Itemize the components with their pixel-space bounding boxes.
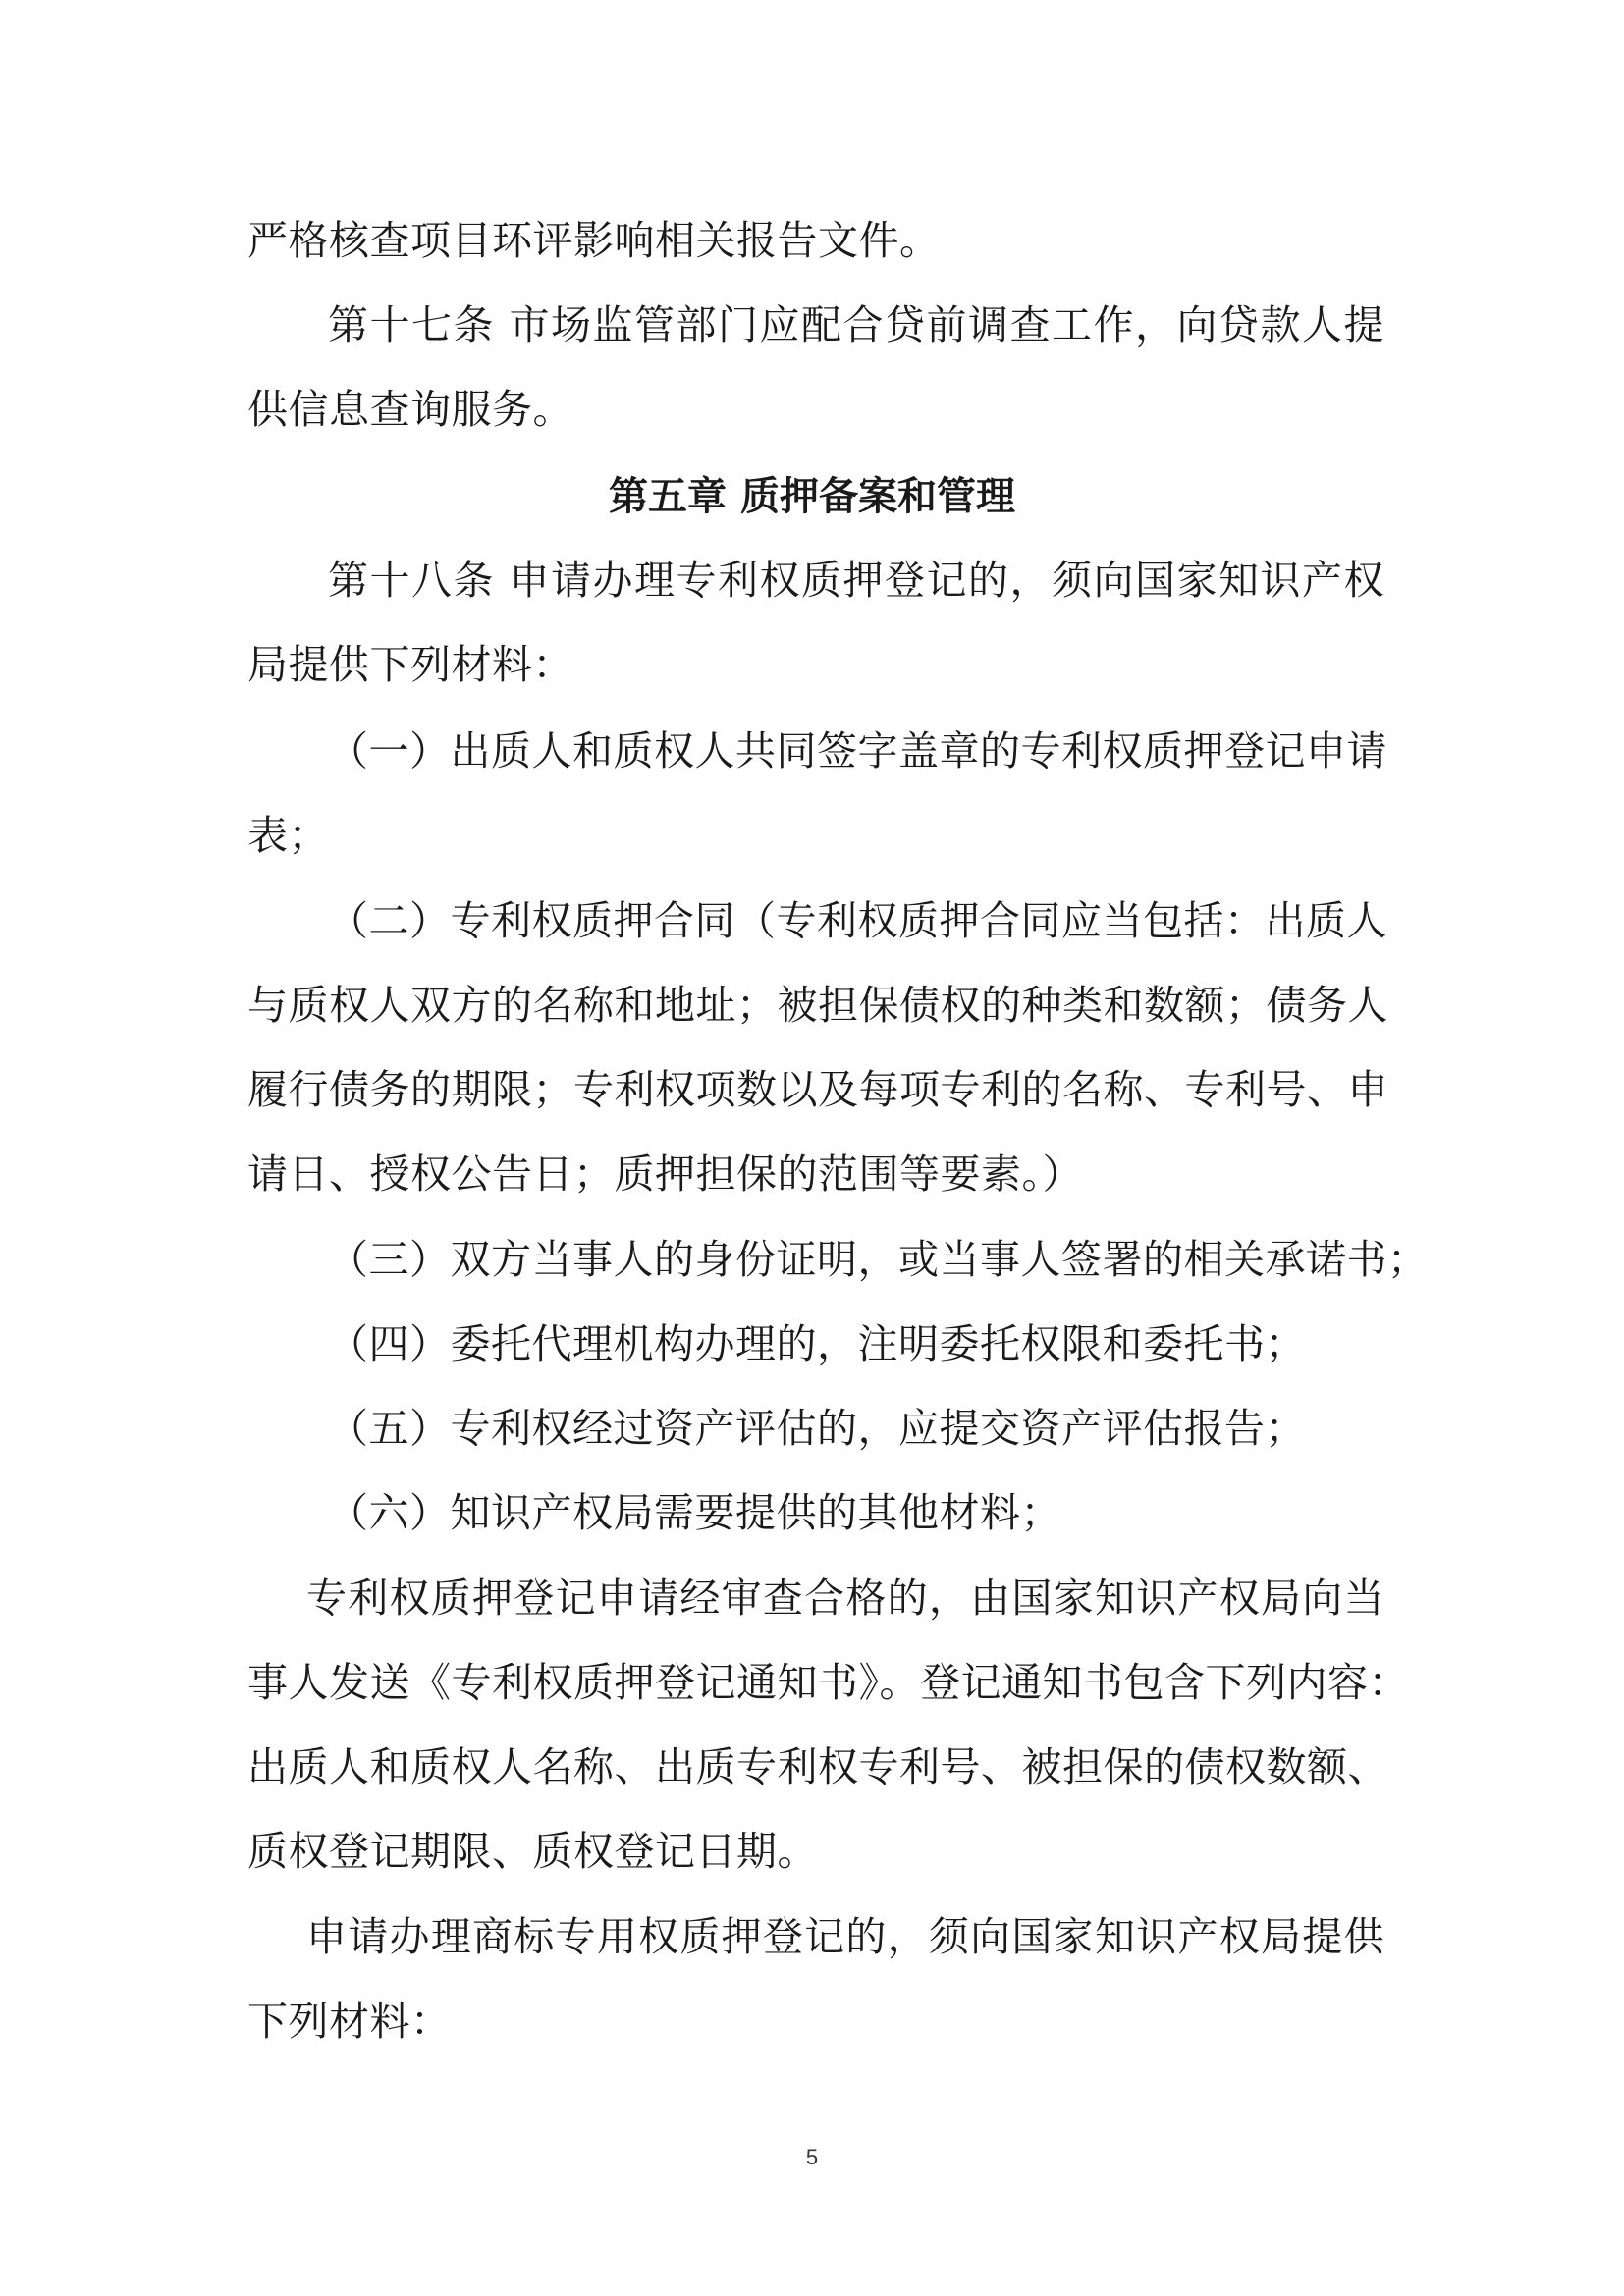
item-6-line: （六）知识产权局需要提供的其他材料；: [328, 1489, 1061, 1536]
registration-para-line-2: 事人发送《专利权质押登记通知书》。登记通知书包含下列内容：: [247, 1659, 1409, 1706]
item-3-line: （三）双方当事人的身份证明，或当事人签署的相关承诺书；: [328, 1236, 1429, 1283]
item-2-line-2: 与质权人双方的名称和地址；被担保债权的种类和数额；债务人: [247, 982, 1388, 1029]
page-number: 5: [805, 2145, 819, 2169]
item-5-line: （五）专利权经过资产评估的，应提交资产评估报告；: [328, 1405, 1306, 1452]
registration-para-line-1: 专利权质押登记申请经审查合格的，由国家知识产权局向当: [306, 1575, 1384, 1622]
trademark-para-line-1: 申请办理商标专用权质押登记的，须向国家知识产权局提供: [306, 1913, 1384, 1960]
item-2-line-4: 请日、授权公告日；质押担保的范围等要素。）: [247, 1150, 1083, 1198]
article-17-line-1: 第十七条 市场监管部门应配合贷前调查工作，向贷款人提: [328, 301, 1384, 348]
article-18-line-2: 局提供下列材料：: [247, 641, 573, 688]
trademark-para-line-2: 下列材料：: [247, 1998, 452, 2045]
paragraph-line: 严格核查项目环评影响相关报告文件。: [247, 217, 941, 264]
registration-para-line-3: 出质人和质权人名称、出质专利权专利号、被担保的债权数额、: [247, 1743, 1388, 1790]
item-4-line: （四）委托代理机构办理的，注明委托权限和委托书；: [328, 1320, 1306, 1367]
item-1-line-1: （一）出质人和质权人共同签字盖章的专利权质押登记申请: [328, 727, 1387, 774]
item-1-line-2: 表；: [247, 812, 329, 859]
registration-para-line-4: 质权登记期限、质权登记日期。: [247, 1828, 818, 1875]
item-2-line-1: （二）专利权质押合同（专利权质押合同应当包括：出质人: [328, 897, 1387, 944]
item-2-line-3: 履行债务的期限；专利权项数以及每项专利的名称、专利号、申: [247, 1066, 1388, 1113]
article-17-line-2: 供信息查询服务。: [247, 386, 573, 433]
chapter-heading: 第五章 质押备案和管理: [609, 474, 1015, 519]
article-18-line-1: 第十八条 申请办理专利权质押登记的，须向国家知识产权: [328, 557, 1384, 604]
